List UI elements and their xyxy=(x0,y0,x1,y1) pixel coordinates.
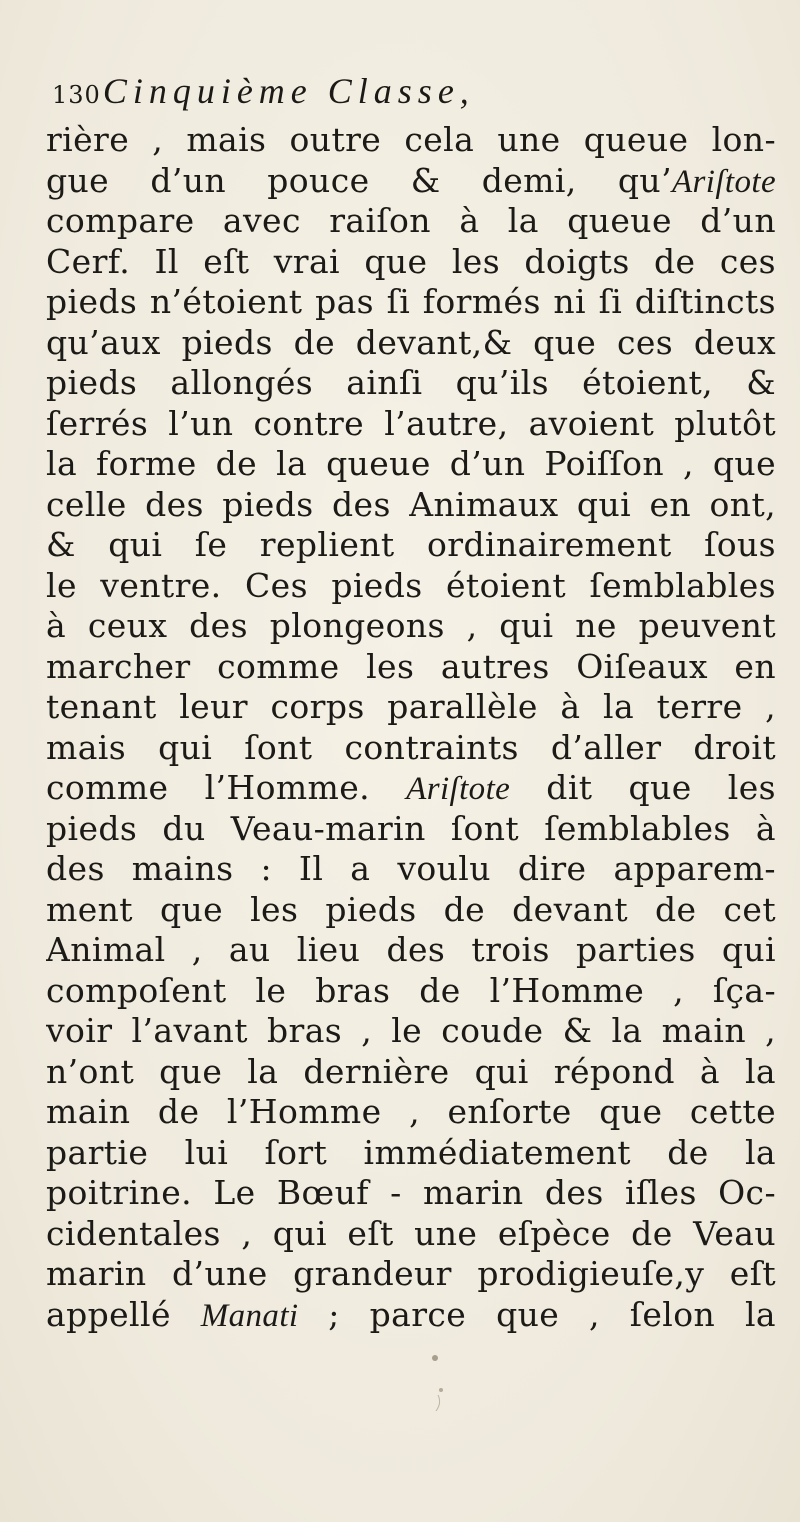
text-line xyxy=(46,1092,776,1133)
italic-name: Ariſtote xyxy=(406,771,511,807)
text-segment: Cerf. Il eſt vrai que les doigts de ces xyxy=(46,241,776,281)
text-line xyxy=(46,849,776,890)
text-line xyxy=(46,485,776,526)
text-line xyxy=(46,404,776,445)
text-line xyxy=(46,363,776,404)
text-segment: des mains : Il a voulu dire apparem- xyxy=(46,849,776,888)
text-segment: rière , mais outre cela une queue lon- xyxy=(46,120,776,159)
text-line xyxy=(46,525,776,566)
text-segment: marin d’une grandeur prodigieuſe,y eſt xyxy=(46,1254,776,1293)
text-segment: compare avec raiſon à la queue d’un xyxy=(46,201,776,240)
text-segment: le ventre. Ces pieds étoient ſemblables xyxy=(46,565,776,605)
text-line xyxy=(46,323,776,364)
body-text xyxy=(46,120,776,1335)
text-segment: n’ont que la dernière qui répond à la xyxy=(46,1051,776,1091)
text-segment: partie lui ſort immédiatement de la xyxy=(46,1132,776,1172)
text-line xyxy=(46,728,776,769)
text-line xyxy=(46,768,776,809)
text-segment: ſerrés l’un contre l’autre, avoient plutôt xyxy=(46,403,776,443)
running-head: Cinquième Classe, xyxy=(102,71,475,111)
text-segment: pieds allongés ainſi qu’ils étoient, & xyxy=(46,363,776,402)
text-line xyxy=(46,1295,776,1336)
text-segment: ment que les pieds de devant de cet xyxy=(46,889,776,929)
text-segment: qu’aux pieds de devant,& que ces deux xyxy=(46,322,776,362)
text-segment: ; parce que , ſelon la xyxy=(298,1294,776,1334)
text-segment: main de l’Homme , enſorte que cette xyxy=(46,1092,776,1131)
text-segment: cidentales , qui eſt une eſpèce de Veau xyxy=(46,1213,776,1253)
text-segment: compoſent le bras de l’Homme , ſça- xyxy=(46,970,776,1010)
text-line xyxy=(46,809,776,850)
text-line xyxy=(46,1214,776,1255)
text-segment: appellé xyxy=(46,1294,201,1334)
text-line xyxy=(46,687,776,728)
text-segment: celle des pieds des Animaux qui en ont, xyxy=(46,484,776,524)
text-line xyxy=(46,1052,776,1093)
text-segment: tenant leur corps parallèle à la terre , xyxy=(46,687,776,726)
text-line xyxy=(46,242,776,283)
text-segment: pieds n’étoient pas ſi formés ni ſi diſtincts xyxy=(46,282,776,321)
text-segment: dit que les xyxy=(510,768,776,807)
text-segment: Animal , au lieu des trois parties qui xyxy=(46,930,776,969)
text-line xyxy=(46,1011,776,1052)
italic-name: Ariſtote xyxy=(671,163,776,200)
text-line xyxy=(46,444,776,485)
text-segment: poitrine. Le Bœuf - marin des iſles Oc- xyxy=(46,1173,776,1212)
text-segment: comme l’Homme. xyxy=(46,768,407,807)
text-line xyxy=(46,161,776,202)
text-segment: pieds du Veau-marin ſont ſemblables à xyxy=(46,808,776,848)
italic-name: Manati xyxy=(200,1297,299,1334)
text-line xyxy=(46,930,776,971)
text-segment: à ceux des plongeons , qui ne peuvent xyxy=(46,606,776,645)
text-line xyxy=(46,201,776,242)
text-segment: voir l’avant bras , le coude & la main , xyxy=(46,1011,776,1050)
text-line xyxy=(46,606,776,647)
text-line xyxy=(46,1133,776,1174)
text-line xyxy=(46,120,776,161)
text-line xyxy=(46,890,776,931)
text-line xyxy=(46,647,776,688)
text-line xyxy=(46,971,776,1012)
text-line xyxy=(46,1173,776,1214)
text-segment: marcher comme les autres Oiſeaux en xyxy=(46,646,776,686)
text-segment: mais qui ſont contraints d’aller droit xyxy=(46,727,776,767)
text-segment: gue d’un pouce & demi, qu’ xyxy=(46,160,672,200)
text-line xyxy=(46,282,776,323)
text-segment: la forme de la queue d’un Poiſſon , que xyxy=(46,444,776,483)
text-segment: & qui ſe replient ordinairement ſous xyxy=(46,525,776,564)
text-line xyxy=(46,1254,776,1295)
page-number: 130 xyxy=(52,81,101,109)
text-line xyxy=(46,566,776,607)
page-header xyxy=(52,70,772,110)
